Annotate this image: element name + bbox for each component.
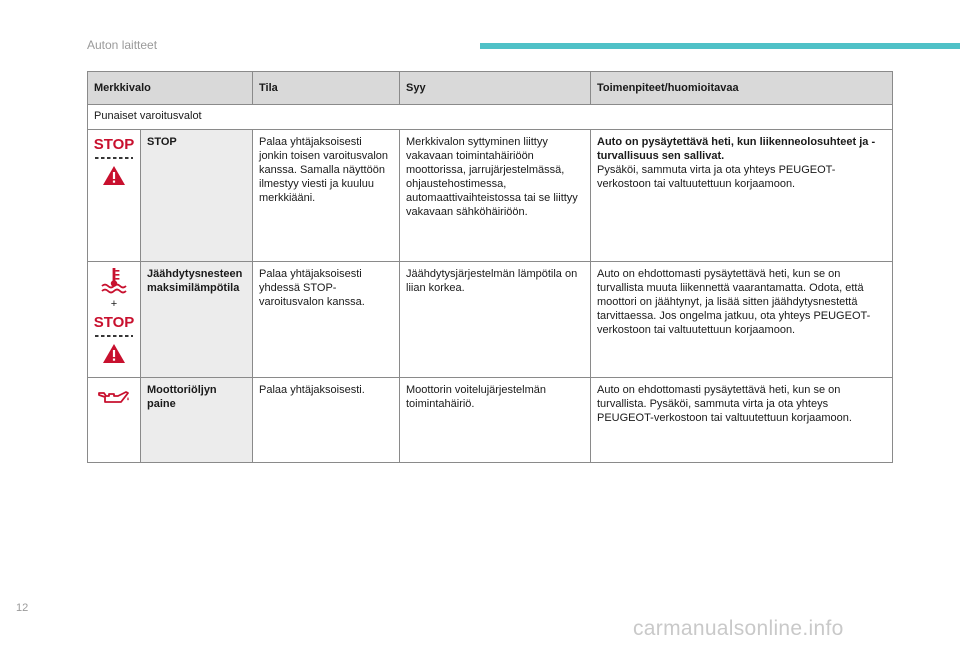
- cause-text: Merkkivalon syttyminen liittyy vakavaan toimintahäiriöön moottorissa, jarrujärjestelmässä, ohjaustehostimessa, automaattivaihteistossa tai se liittyy vakavaan sähköhäiriöön.: [400, 130, 591, 262]
- cause-text: Moottorin voitelujärjestelmän toimintahäiriö.: [400, 378, 591, 463]
- plus-sign: +: [110, 298, 118, 310]
- table-row: [88, 378, 893, 463]
- action-text: Auto on ehdottomasti pysäytettävä heti, kun se on turvallista muuta liikennettä vaarantamatta. Odota, että moottori on jäähtynyt, ja lisää sitten jäähdytysnestettä tarvittaessa. Jos ongelma jatkuu, ota yhteys PEUGEOT-verkostoon tai valtuutettuun korjaamoon.: [591, 262, 893, 378]
- state-text: Palaa yhtäjaksoisesti.: [253, 378, 400, 463]
- indicator-icons: [88, 378, 141, 463]
- page-number: 12: [16, 602, 29, 614]
- warning-lights-table: [87, 71, 893, 463]
- indicator-name: STOP: [141, 130, 253, 262]
- stop-icon-text: STOP: [93, 314, 135, 331]
- warning-triangle-icon: [102, 165, 126, 187]
- indicator-name: Moottoriöljyn paine: [141, 378, 253, 463]
- indicator-icons: [88, 262, 141, 378]
- section-label: Punaiset varoitusvalot: [88, 105, 893, 130]
- oil-pressure-icon: [97, 387, 131, 407]
- warning-triangle-icon: [102, 343, 126, 365]
- action-text: Auto on ehdottomasti pysäytettävä heti, kun se on turvallista. Pysäköi, sammuta virta ja ota yhteys PEUGEOT-verkostoon tai valtuutettuun korjaamoon.: [591, 378, 893, 463]
- state-text: Palaa yhtäjaksoisesti yhdessä STOP-varoitusvalon kanssa.: [253, 262, 400, 378]
- column-header-syy: Syy: [400, 72, 591, 105]
- action-cell: [591, 130, 893, 262]
- stop-icon: [92, 134, 136, 162]
- indicator-icons: [88, 130, 141, 262]
- stop-icon: [92, 312, 136, 340]
- section-row: [88, 105, 893, 130]
- watermark: carmanualsonline.info: [633, 617, 844, 640]
- column-header-tila: Tila: [253, 72, 400, 105]
- indicator-name: Jäähdytysnesteen maksimilämpötila: [141, 262, 253, 378]
- table-row: [88, 262, 893, 378]
- section-title: Auton laitteet: [87, 38, 158, 52]
- column-header-merkkivalo: Merkkivalo: [88, 72, 253, 105]
- header-accent-bar: [480, 43, 960, 49]
- action-text: Pysäköi, sammuta virta ja ota yhteys PEUGEOT-verkostoon tai valtuutettuun korjaamoon.: [597, 164, 836, 190]
- stop-icon-text: STOP: [93, 136, 135, 153]
- coolant-temperature-icon: [99, 266, 129, 294]
- action-emphasis: Auto on pysäytettävä heti, kun liikenneolosuhteet ja -turvallisuus sen sallivat.: [597, 136, 876, 162]
- table-header-row: [88, 72, 893, 105]
- column-header-toimenpiteet: Toimenpiteet/huomioitavaa: [591, 72, 893, 105]
- table-row: [88, 130, 893, 262]
- state-text: Palaa yhtäjaksoisesti jonkin toisen varoitusvalon kanssa. Samalla näyttöön ilmestyy viesti ja kuuluu merkkiääni.: [253, 130, 400, 262]
- cause-text: Jäähdytysjärjestelmän lämpötila on liian korkea.: [400, 262, 591, 378]
